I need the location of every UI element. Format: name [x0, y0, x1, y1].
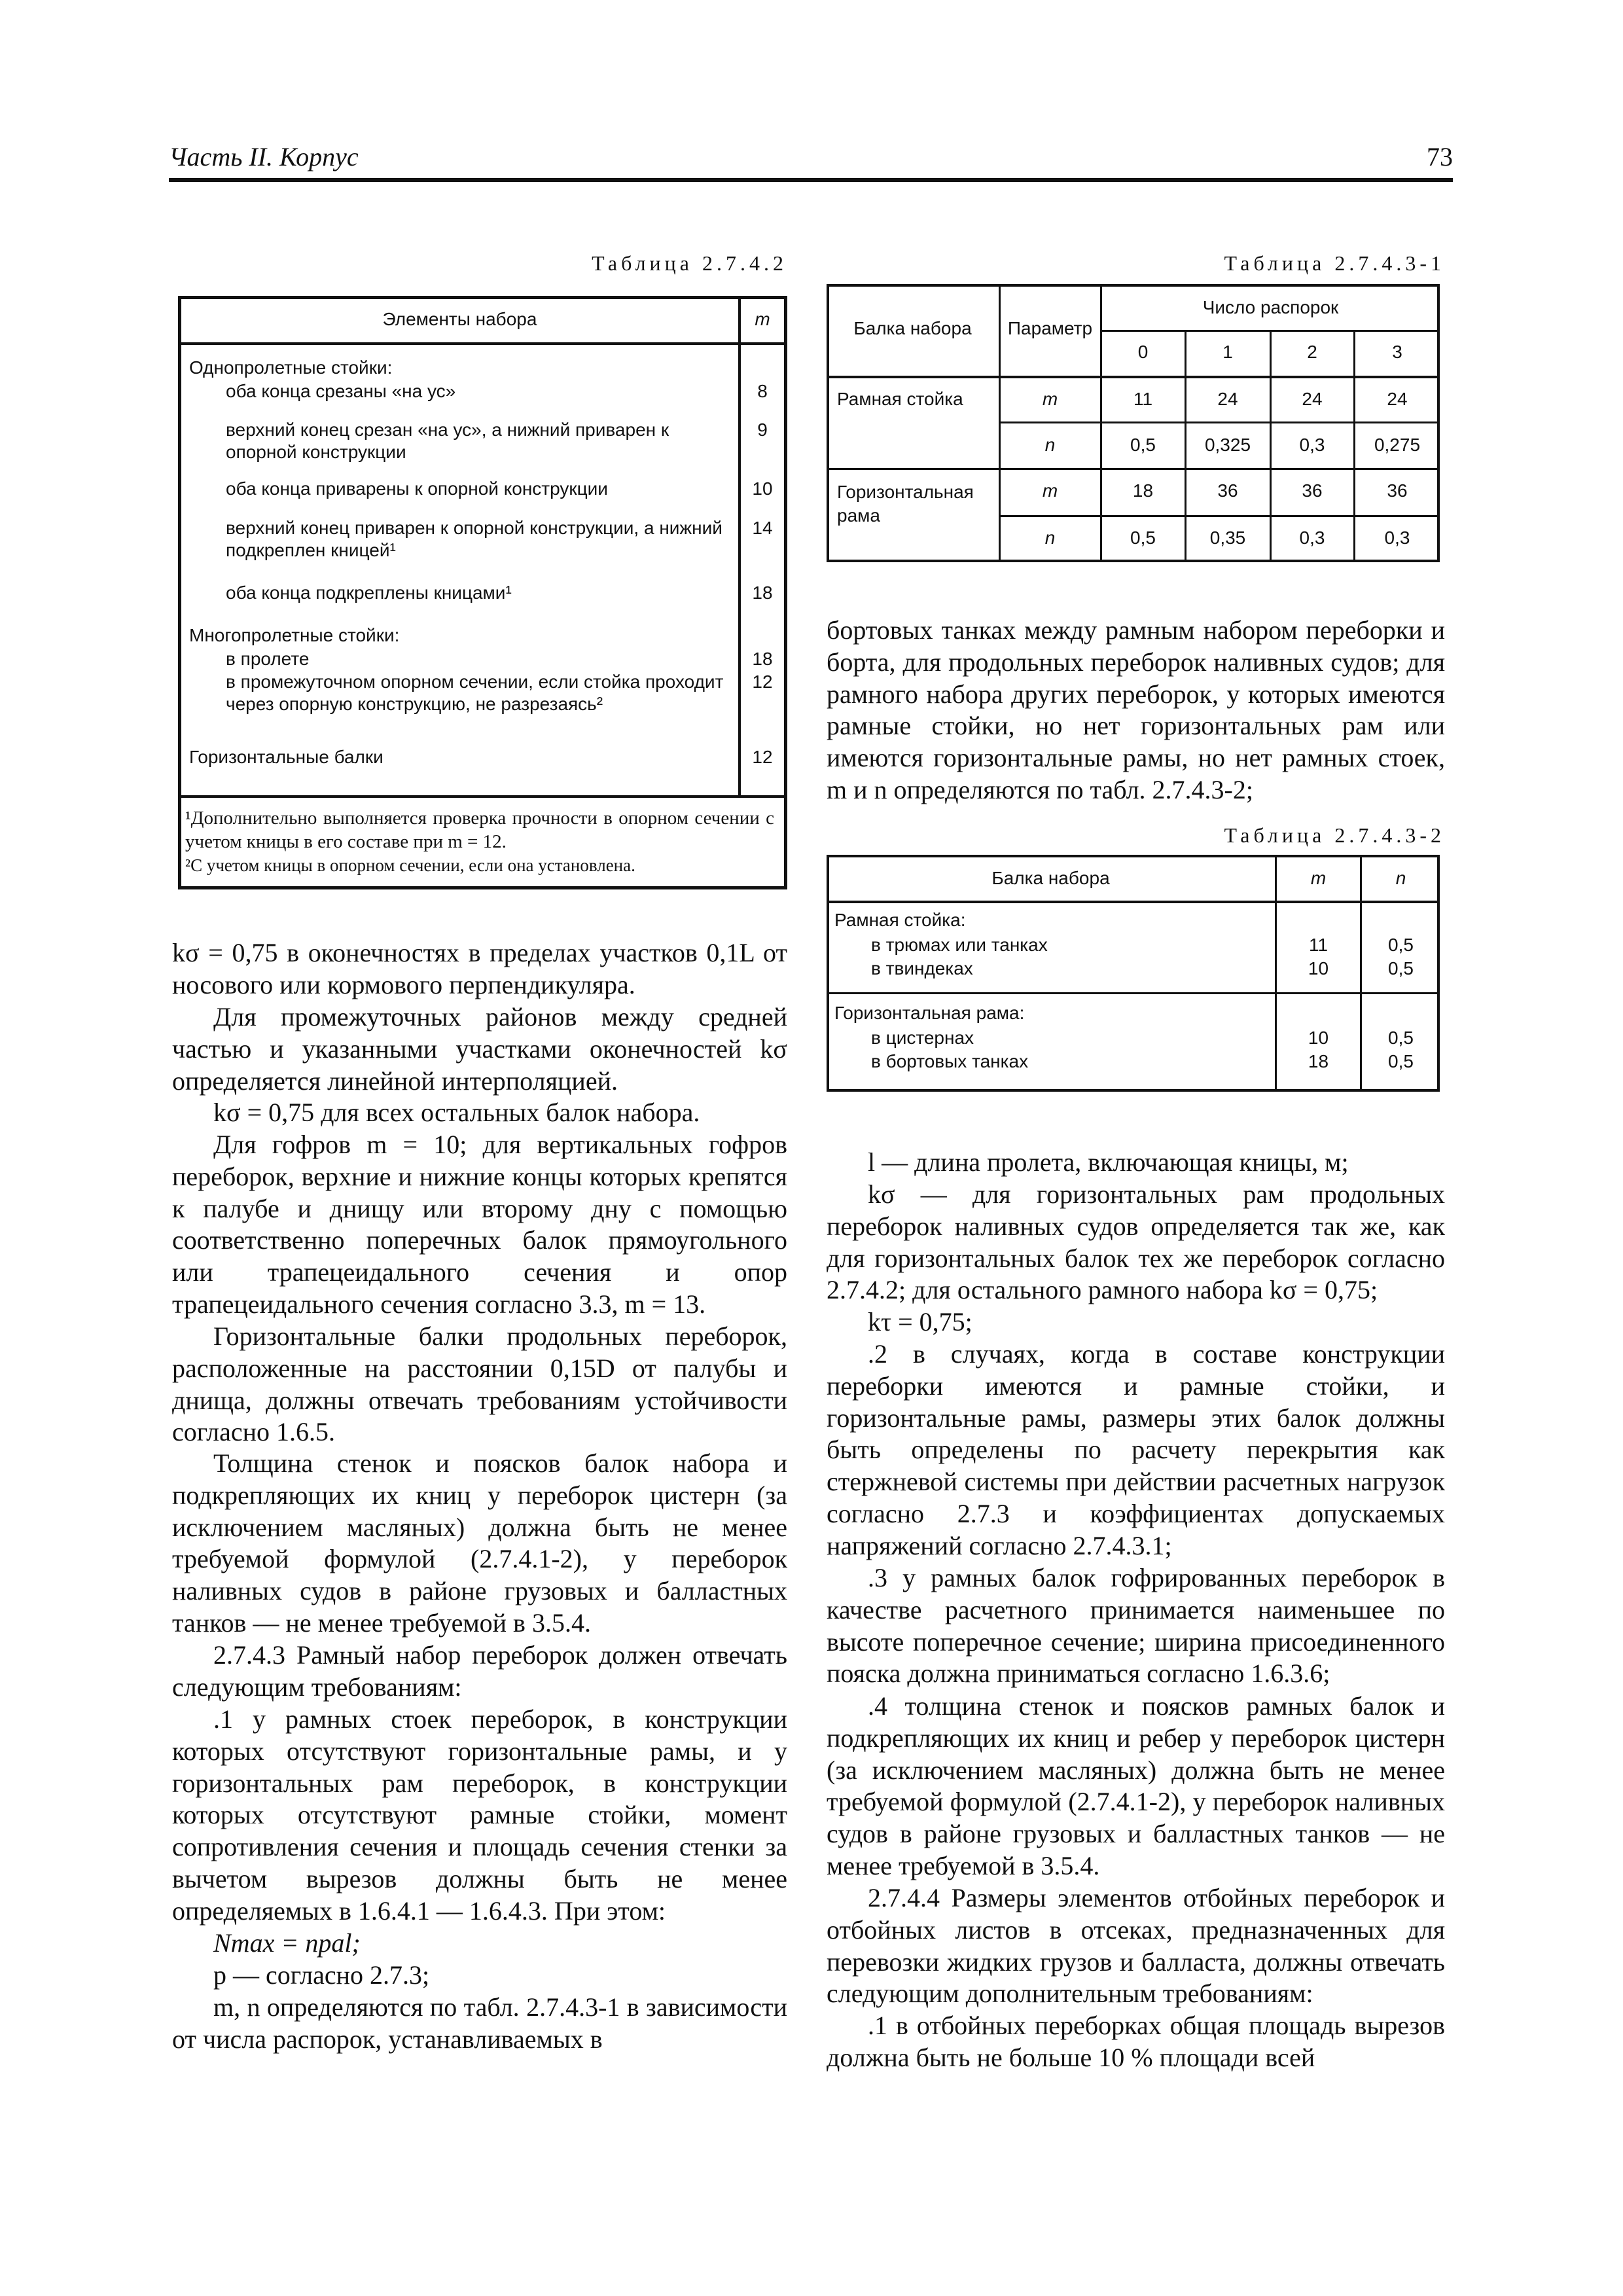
table-27432-caption: Таблица 2.7.4.3-2: [1224, 823, 1445, 847]
body-paragraph: Горизонтальные балки продольных переборок, расположенные на расстоянии 0,15D от палубы и днища, должны отвечать требованиям устойчивости согласно 1.6.5.: [172, 1321, 787, 1447]
table-27431-cell: 18: [1132, 480, 1154, 501]
table-2742-row: верхний конец приварен к опорной конструкции, а нижний подкреплен кницей¹: [226, 518, 722, 560]
body-paragraph: kσ — для горизонтальных рам продольных переборок наливных судов определяется так же, как для горизонтальных балок тех же переборок согласно 2.7.4.2; для остального рамного набора kσ = 0,75;: [827, 1179, 1445, 1305]
table-2742-row-m: 18: [752, 583, 773, 603]
page-number: 73: [1427, 142, 1453, 171]
table-27432-group-title: Горизонтальная рама:: [834, 1003, 1025, 1023]
table-27431-cell: 0,3: [1384, 528, 1410, 548]
table-27431-strut-count: 3: [1392, 342, 1402, 362]
table-2742-divider: [738, 342, 741, 798]
table-2742-row: оба конца срезаны «на ус»: [226, 381, 456, 401]
table-27432-n: 0,5: [1388, 1028, 1414, 1048]
table-2742-row-m: 14: [752, 518, 773, 538]
table-27431-beam: Горизонтальная рама: [837, 482, 974, 526]
table-27431-caption: Таблица 2.7.4.3-1: [1224, 251, 1445, 275]
clause-4: .4 толщина стенок и поясков рамных балок и подкрепляющих их книц и ребер у переборок цистерн (за исключением масляных) должна быть не менее требуемой формулой (2.7.4.1-2), у переборок наливных судов в районе грузовых и балластных танков — не менее требуемой в 3.5.4.: [827, 1691, 1445, 1880]
body-paragraph: kτ = 0,75;: [868, 1307, 972, 1336]
table-27431-param: m: [1042, 480, 1058, 501]
table-27432-m: 10: [1308, 958, 1329, 978]
clause-1: .1 у рамных стоек переборок, в конструкции которых отсутствуют горизонтальные рамы, и у горизонтальных рам переборок, в конструкции которых отсутствуют рамные стойки, момент сопротивления сечения и площадь сечения стенки за вычетом вырезов должны быть не менее определяемых в 1.6.4.1 — 1.6.4.3. При этом:: [172, 1704, 787, 1926]
body-paragraph: l — длина пролета, включающая кницы, м;: [868, 1147, 1349, 1177]
table-2742-note: ¹Дополнительно выполняется проверка прочности в опорном сечении с учетом кницы в его составе при m = 12.: [185, 808, 774, 852]
body-paragraph: Для промежуточных районов между средней частью и указанными участками оконечностей kσ определяется линейной интерполяцией.: [172, 1002, 787, 1096]
table-2742-row-m: 12: [752, 747, 773, 767]
table-27432-n: 0,5: [1388, 958, 1414, 978]
table-2742-notes-divider: [181, 795, 784, 798]
header-title: Часть II. Корпус: [169, 142, 359, 171]
table-2742-row: оба конца приварены к опорной конструкции: [226, 478, 608, 499]
table-27431-cell: 11: [1133, 389, 1153, 409]
section-2-7-4-3: 2.7.4.3 Рамный набор переборок должен отвечать следующим требованиям:: [172, 1640, 787, 1702]
table-27432-n: 0,5: [1388, 935, 1414, 955]
table-27431-cell: 0,275: [1374, 435, 1421, 455]
table-27431-cell: 0,3: [1299, 435, 1325, 455]
table-2742-row: в пролете: [226, 649, 310, 669]
table-2742-row: оба конца подкреплены кницами¹: [226, 583, 512, 603]
table-27431-cell: 0,325: [1204, 435, 1251, 455]
clause-4-1: .1 в отбойных переборках общая площадь вырезов должна быть не больше 10 % площади всей: [827, 2011, 1445, 2072]
table-27431-cell: 0,3: [1299, 528, 1325, 548]
body-paragraph: бортовых танках между рамным набором переборки и борта, для продольных переборок наливных судов; для рамного набора других переборок, у которых имеются рамные стойки, но нет горизонтальных рам или имеются горизонтальные рамы, но нет рамных стоек, m и n определяются по табл. 2.7.4.3-2;: [827, 615, 1445, 804]
body-paragraph: Толщина стенок и поясков балок набора и подкрепляющих их книц у переборок цистерн (за исключением масляных) должна быть не менее требуемой формулой (2.7.4.1-2), у переборок наливных судов в районе грузовых и балластных танков — не менее требуемой в 3.5.4.: [172, 1448, 787, 1638]
table-27431-cell: 0,5: [1130, 435, 1156, 455]
table-27431-cell: 36: [1217, 480, 1238, 501]
table-27431-header-beam: Балка набора: [853, 318, 972, 338]
table-27432-group-title: Рамная стойка:: [834, 910, 966, 930]
table-27431-param: n: [1044, 435, 1056, 455]
table-2742-row-m: 10: [752, 478, 773, 499]
table-27431-param: n: [1044, 528, 1056, 548]
table-27431-cell: 36: [1302, 480, 1323, 501]
clause-3: .3 у рамных балок гофрированных переборок в качестве расчетного принимается наименьшее по высоте поперечное сечение; ширина присоединенного пояска должна приниматься согласно 1.6.3.6;: [827, 1563, 1445, 1689]
table-27432-header-beam: Балка набора: [991, 868, 1110, 888]
table-2742-row: в промежуточном опорном сечении, если стойка проходит через опорную конструкцию, не разрезаясь²: [226, 672, 724, 714]
table-2742-row: Горизонтальные балки: [189, 747, 383, 767]
body-paragraph: p — согласно 2.7.3;: [213, 1960, 430, 1990]
table-27432-n: 0,5: [1388, 1051, 1414, 1071]
table-27432-item: в твиндеках: [871, 958, 973, 978]
table-2742-header-m: m: [741, 299, 784, 345]
table-27431-header-struts: Число распорок: [1202, 297, 1339, 317]
table-27431: [827, 284, 1440, 562]
table-27431-cell: 0,35: [1209, 528, 1246, 548]
table-2742-row-m: 9: [757, 420, 768, 440]
table-27432-m: 10: [1308, 1028, 1329, 1048]
body-paragraph: m, n определяются по табл. 2.7.4.3-1 в зависимости от числа распорок, устанавливаемых в: [172, 1992, 787, 2054]
table-27432-item: в цистернах: [871, 1028, 974, 1048]
table-27432-m: 18: [1308, 1051, 1329, 1071]
table-27432: [827, 855, 1440, 1092]
table-2742-caption: Таблица 2.7.4.2: [592, 251, 787, 275]
table-2742-row: верхний конец срезан «на ус», а нижний приварен к опорной конструкции: [226, 420, 669, 462]
table-27431-cell: 24: [1217, 389, 1238, 409]
body-paragraph: kσ = 0,75 для всех остальных балок набора.: [213, 1098, 700, 1127]
table-2742-row-m: 8: [757, 381, 768, 401]
body-paragraph: kσ = 0,75 в оконечностях в пределах участков 0,1L от носового или кормового перпендикуляра.: [172, 938, 787, 999]
table-27431-header-param: Параметр: [1007, 318, 1093, 338]
table-27431-strut-count: 1: [1222, 342, 1233, 362]
table-27432-header-n: n: [1395, 868, 1406, 888]
table-27432-item: в бортовых танках: [871, 1051, 1029, 1071]
formula-nmax: Nmax = npal;: [213, 1928, 361, 1958]
table-27432-m: 11: [1308, 935, 1329, 955]
table-2742-row: Многопролетные стойки:: [189, 625, 400, 645]
table-27431-strut-count: 0: [1137, 342, 1149, 362]
table-2742-row: Однопролетные стойки:: [189, 357, 393, 378]
section-2-7-4-4: 2.7.4.4 Размеры элементов отбойных переборок и отбойных листов в отсеках, предназначенных для перевозки жидких грузов и балласта, должны отвечать следующим дополнительным требованиям:: [827, 1883, 1445, 2009]
table-2742-row-m: 12: [752, 672, 773, 692]
table-27431-cell: 36: [1387, 480, 1408, 501]
table-2742-note: ²С учетом кницы в опорном сечении, если она установлена.: [185, 855, 635, 875]
clause-2: .2 в случаях, когда в составе конструкции переборки имеются и рамные стойки, и горизонтальные рамы, размеры этих балок должны быть определены по расчету перекрытия как стержневой системы при действии расчетных нагрузок согласно 2.7.3 и коэффициентах допускаемых напряжений согласно 2.7.4.3.1;: [827, 1339, 1445, 1560]
table-27431-beam: Рамная стойка: [837, 389, 963, 409]
table-27431-cell: 24: [1302, 389, 1323, 409]
table-2742-row-m: 18: [752, 649, 773, 669]
table-27431-strut-count: 2: [1307, 342, 1317, 362]
table-27431-cell: 0,5: [1130, 528, 1156, 548]
body-paragraph: Для гофров m = 10; для вертикальных гофров переборок, верхние и нижние концы которых крепятся к палубе и днищу или второму дну с помощью соответственно поперечных балок прямоугольного или трапецеидального сечения и опор трапецеидального сечения согласно 3.3, m = 13.: [172, 1130, 787, 1319]
table-2742: [178, 296, 787, 889]
table-2742-header-elements: Элементы набора: [181, 299, 741, 345]
table-27432-header-m: m: [1310, 868, 1327, 888]
table-27431-cell: 24: [1387, 389, 1408, 409]
table-27431-param: m: [1042, 389, 1058, 409]
table-27432-item: в трюмах или танках: [871, 935, 1048, 955]
running-header: [169, 141, 1453, 182]
